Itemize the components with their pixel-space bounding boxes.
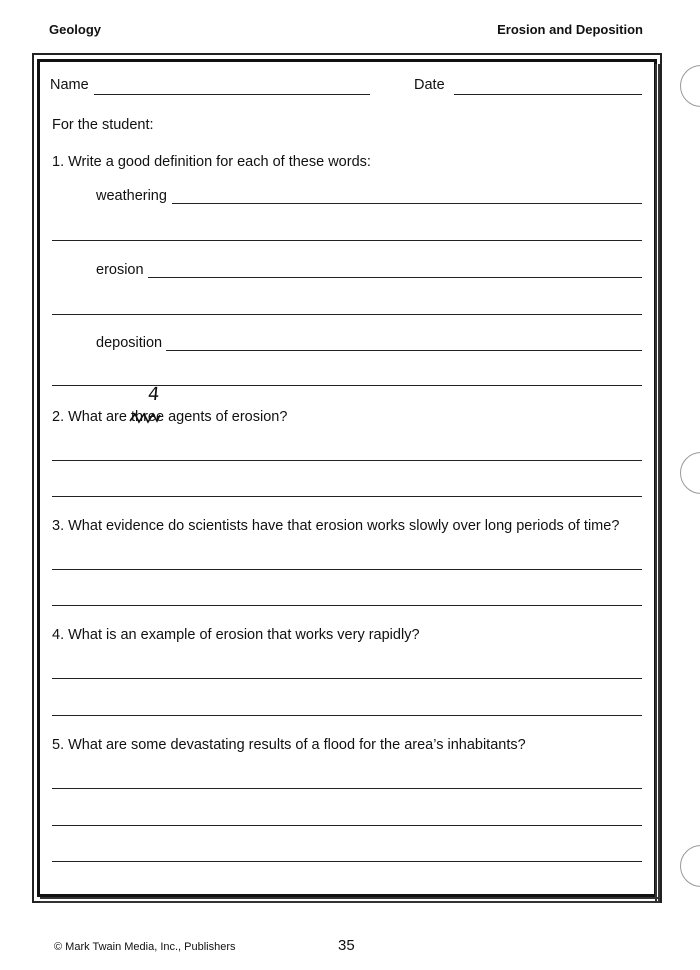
question-2-text-before: What are bbox=[68, 409, 127, 425]
erosion-answer-line-1[interactable] bbox=[148, 277, 642, 278]
question-2 bbox=[52, 409, 287, 425]
handwritten-correction: 4 bbox=[146, 384, 161, 405]
term-erosion: erosion bbox=[96, 262, 144, 278]
question-4 bbox=[52, 627, 420, 643]
question-1 bbox=[52, 154, 371, 170]
question-3-answer-line-1[interactable] bbox=[52, 569, 642, 570]
binder-hole-top bbox=[680, 65, 700, 107]
question-2-answer-line-2[interactable] bbox=[52, 496, 642, 497]
question-1-number: 1. bbox=[52, 154, 65, 170]
deposition-answer-line-2[interactable] bbox=[52, 385, 642, 386]
question-5-answer-line-1[interactable] bbox=[52, 788, 642, 789]
worksheet-frame-inner bbox=[37, 59, 657, 897]
question-5-answer-line-2[interactable] bbox=[52, 825, 642, 826]
question-4-answer-line-1[interactable] bbox=[52, 678, 642, 679]
binder-hole-middle bbox=[680, 452, 700, 494]
question-5-number: 5. bbox=[52, 737, 65, 753]
question-2-text-after: agents of erosion? bbox=[168, 409, 288, 425]
question-3-text: What evidence do scientists have that erosion works slowly over long periods of time? bbox=[68, 518, 620, 534]
term-deposition: deposition bbox=[96, 335, 163, 351]
question-3-answer-line-2[interactable] bbox=[52, 605, 642, 606]
question-4-text: What is an example of erosion that works very rapidly? bbox=[68, 627, 420, 643]
frame-shadow-right bbox=[655, 64, 660, 902]
frame-shadow-bottom bbox=[40, 897, 660, 903]
question-5-answer-line-3[interactable] bbox=[52, 861, 642, 862]
date-label: Date bbox=[414, 77, 445, 93]
question-3 bbox=[52, 518, 619, 534]
binder-hole-bottom bbox=[680, 845, 700, 887]
deposition-answer-line-1[interactable] bbox=[166, 350, 642, 351]
question-2-answer-line-1[interactable] bbox=[52, 460, 642, 461]
weathering-answer-line-1[interactable] bbox=[172, 203, 642, 204]
question-1-text: Write a good definition for each of these words: bbox=[68, 154, 371, 170]
name-answer-line[interactable] bbox=[94, 94, 370, 95]
header-topic: Erosion and Deposition bbox=[497, 22, 643, 37]
page-number: 35 bbox=[338, 937, 355, 954]
intro-text: For the student: bbox=[52, 117, 154, 133]
term-weathering: weathering bbox=[96, 188, 167, 204]
weathering-answer-line-2[interactable] bbox=[52, 240, 642, 241]
erosion-answer-line-2[interactable] bbox=[52, 314, 642, 315]
date-answer-line[interactable] bbox=[454, 94, 642, 95]
strike-scribble bbox=[129, 411, 161, 425]
question-5-text: What are some devastating results of a flood for the area’s inhabitants? bbox=[68, 737, 526, 753]
struck-word: three bbox=[131, 409, 165, 425]
question-2-number: 2. bbox=[52, 409, 65, 425]
question-3-number: 3. bbox=[52, 518, 65, 534]
question-4-answer-line-2[interactable] bbox=[52, 715, 642, 716]
footer-publisher: © Mark Twain Media, Inc., Publishers bbox=[54, 941, 236, 953]
header-subject: Geology bbox=[49, 22, 102, 37]
question-4-number: 4. bbox=[52, 627, 65, 643]
name-label: Name bbox=[50, 77, 89, 93]
question-5 bbox=[52, 737, 526, 753]
